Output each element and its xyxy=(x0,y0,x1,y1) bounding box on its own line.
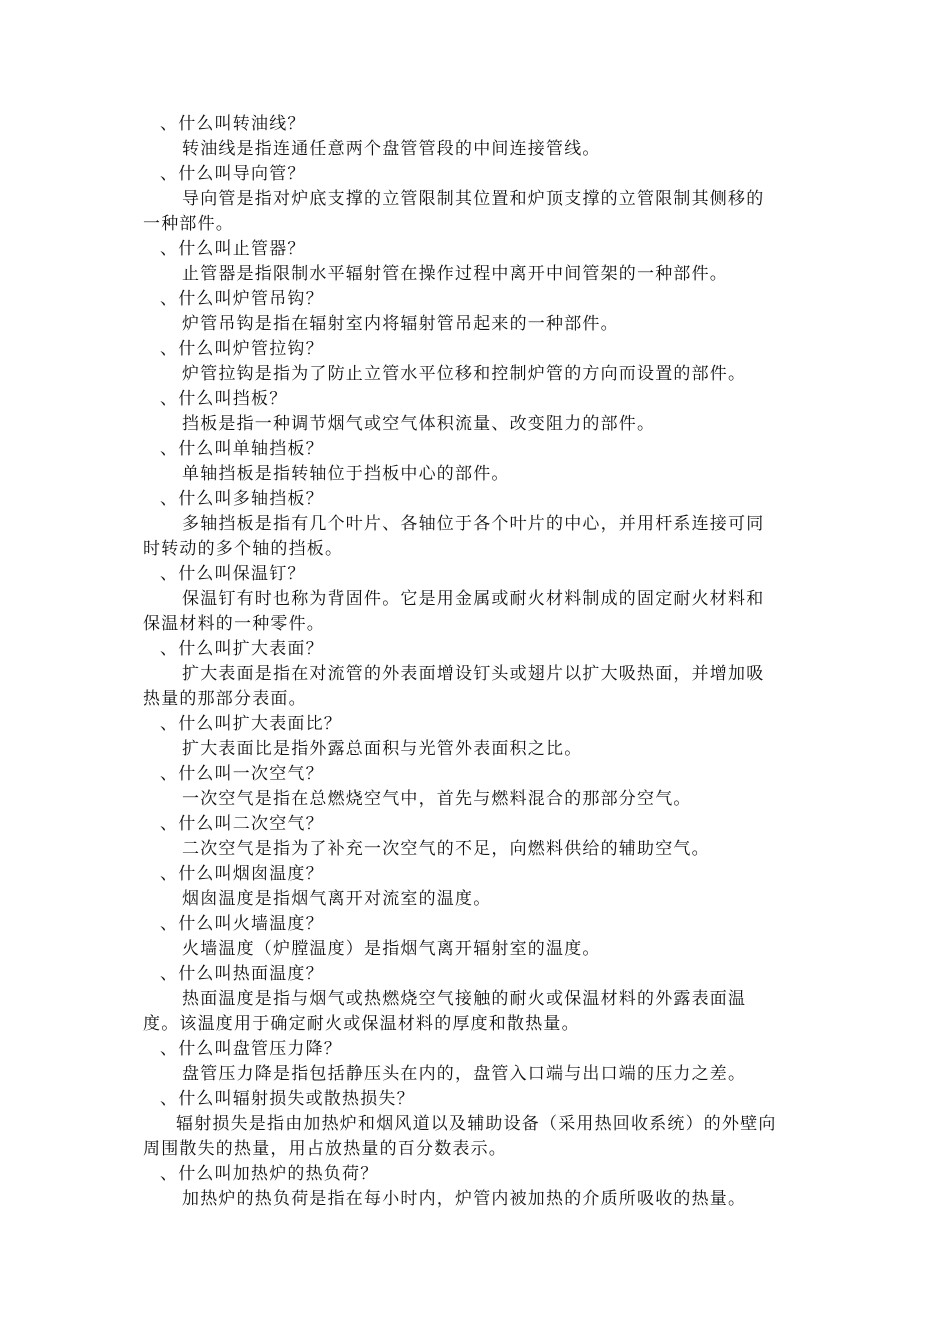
answer-text: 保温材料的一种零件。 xyxy=(143,614,325,634)
answer-text: 保温钉有时也称为背固件。它是用金属或耐火材料制成的固定耐火材料和 xyxy=(182,589,765,609)
question-heading: 、什么叫多轴挡板？ xyxy=(160,489,324,509)
answer-text: 导向管是指对炉底支撑的立管限制其位置和炉顶支撑的立管限制其侧移的 xyxy=(182,189,765,209)
answer-text: 转油线是指连通任意两个盘管管段的中间连接管线。 xyxy=(182,139,601,159)
question-heading: 、什么叫一次空气？ xyxy=(160,764,324,784)
answer-text: 挡板是指一种调节烟气或空气体积流量、改变阻力的部件。 xyxy=(182,414,656,434)
answer-text: 火墙温度（炉膛温度）是指烟气离开辐射室的温度。 xyxy=(182,939,601,959)
question-heading: 、什么叫热面温度？ xyxy=(160,964,324,984)
question-heading: 、什么叫挡板？ xyxy=(160,389,288,409)
answer-text: 热量的那部分表面。 xyxy=(143,689,307,709)
answer-text: 盘管压力降是指包括静压头在内的，盘管入口端与出口端的压力之差。 xyxy=(182,1064,747,1084)
answer-text: 辐射损失是指由加热炉和烟风道以及辅助设备（采用热回收系统）的外壁向 xyxy=(176,1114,777,1134)
answer-text: 多轴挡板是指有几个叶片、各轴位于各个叶片的中心，并用杆系连接可同 xyxy=(182,514,765,534)
question-heading: 、什么叫二次空气？ xyxy=(160,814,324,834)
answer-text: 烟囱温度是指烟气离开对流室的温度。 xyxy=(182,889,492,909)
answer-text: 二次空气是指为了补充一次空气的不足，向燃料供给的辅助空气。 xyxy=(182,839,710,859)
answer-text: 炉管拉钩是指为了防止立管水平位移和控制炉管的方向而设置的部件。 xyxy=(182,364,747,384)
question-heading: 、什么叫扩大表面比？ xyxy=(160,714,342,734)
question-heading: 、什么叫转油线？ xyxy=(160,114,306,134)
answer-text: 周围散失的热量，用占放热量的百分数表示。 xyxy=(143,1139,507,1159)
answer-text: 热面温度是指与烟气或热燃烧空气接触的耐火或保温材料的外露表面温 xyxy=(182,989,747,1009)
question-heading: 、什么叫盘管压力降？ xyxy=(160,1039,342,1059)
question-heading: 、什么叫火墙温度？ xyxy=(160,914,324,934)
question-heading: 、什么叫止管器？ xyxy=(160,239,306,259)
answer-text: 度。该温度用于确定耐火或保温材料的厚度和散热量。 xyxy=(143,1014,580,1034)
question-heading: 、什么叫单轴挡板？ xyxy=(160,439,324,459)
answer-text: 加热炉的热负荷是指在每小时内，炉管内被加热的介质所吸收的热量。 xyxy=(182,1189,747,1209)
answer-text: 扩大表面是指在对流管的外表面增设钉头或翅片以扩大吸热面，并增加吸 xyxy=(182,664,765,684)
answer-text: 单轴挡板是指转轴位于挡板中心的部件。 xyxy=(182,464,510,484)
answer-text: 止管器是指限制水平辐射管在操作过程中离开中间管架的一种部件。 xyxy=(182,264,728,284)
answer-text: 一次空气是指在总燃烧空气中，首先与燃料混合的那部分空气。 xyxy=(182,789,692,809)
answer-text: 一种部件。 xyxy=(143,214,234,234)
answer-text: 扩大表面比是指外露总面积与光管外表面积之比。 xyxy=(182,739,583,759)
question-heading: 、什么叫加热炉的热负荷？ xyxy=(160,1164,379,1184)
question-heading: 、什么叫烟囱温度？ xyxy=(160,864,324,884)
question-heading: 、什么叫炉管拉钩？ xyxy=(160,339,324,359)
question-heading: 、什么叫扩大表面？ xyxy=(160,639,324,659)
answer-text: 炉管吊钩是指在辐射室内将辐射管吊起来的一种部件。 xyxy=(182,314,619,334)
question-heading: 、什么叫导向管？ xyxy=(160,164,306,184)
question-heading: 、什么叫炉管吊钩？ xyxy=(160,289,324,309)
question-heading: 、什么叫保温钉？ xyxy=(160,564,306,584)
answer-text: 时转动的多个轴的挡板。 xyxy=(143,539,344,559)
question-heading: 、什么叫辐射损失或散热损失？ xyxy=(160,1089,415,1109)
